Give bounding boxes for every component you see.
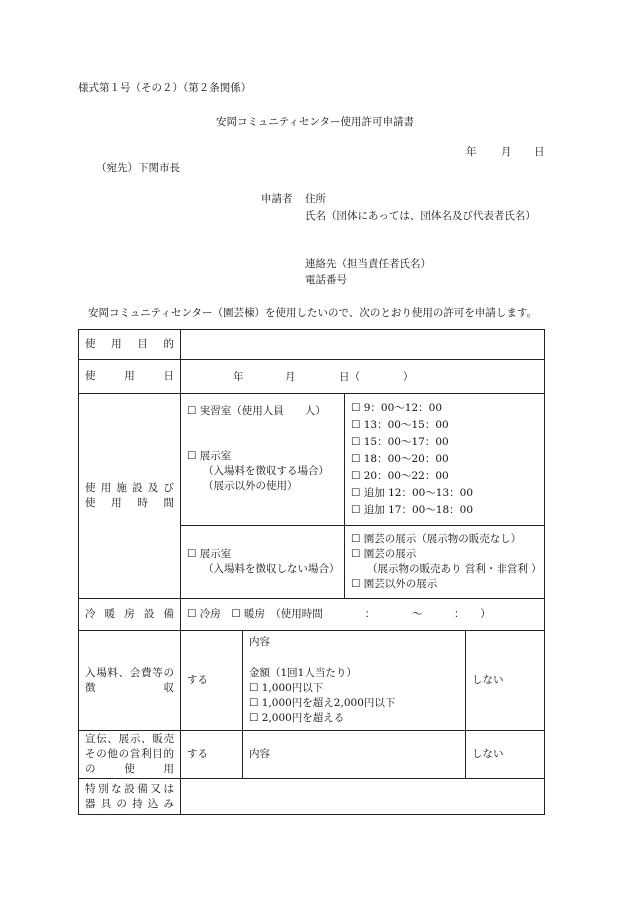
- form-number: 様式第１号（その２）（第２条関係）: [78, 82, 252, 94]
- time-slot-1[interactable]: ☐ 9：00〜12：00: [351, 402, 443, 414]
- addressee: （宛先）下関市長: [96, 162, 180, 174]
- exhibit-fee-option[interactable]: ☐ 展示室: [187, 450, 232, 462]
- time-slot-2[interactable]: ☐ 13：00〜15：00: [351, 419, 449, 431]
- facility-label-line-1: 使用施設及び: [85, 482, 174, 494]
- fee-label-line-2: 徴収: [85, 681, 174, 694]
- date-label: 使用日: [79, 360, 181, 394]
- intro-text: 安岡コミュニティセンター（園芸棟）を使用したいので、次のとおり使用の許可を申請します。: [88, 307, 537, 319]
- facility-label: [79, 394, 181, 599]
- purpose-label: 使用目的: [79, 330, 181, 360]
- fee-label: [79, 631, 181, 731]
- exhibit-option-3[interactable]: ☐ 園芸以外の展示: [351, 578, 438, 590]
- sales-label-line-3: の使用: [85, 763, 174, 775]
- fee-label-line-1: 入場料、会費等の: [85, 666, 174, 679]
- exhibit-options: [345, 526, 545, 599]
- sales-label-line-1: 宣伝、展示、販売: [85, 733, 174, 745]
- time-slot-4[interactable]: ☐ 18：00〜20：00: [351, 453, 449, 465]
- exhibit-option-2[interactable]: ☐ 園芸の展示: [351, 548, 417, 560]
- time-slot-7[interactable]: ☐ 追加 17：00〜18：00: [351, 504, 474, 516]
- sales-label: [79, 731, 181, 779]
- facility-rooms: [181, 394, 345, 526]
- row-aircon: [79, 599, 545, 631]
- sales-yes[interactable]: する: [181, 731, 243, 779]
- facility-label-line-2: 使用時間: [85, 497, 174, 509]
- fee-yes[interactable]: する: [181, 631, 243, 731]
- row-equipment: [79, 779, 545, 815]
- equip-label-line-2: 器具の持込み: [85, 797, 174, 810]
- exhibit-fee-note-2: （展示以外の使用）: [203, 480, 298, 492]
- sales-no[interactable]: しない: [466, 731, 545, 779]
- sales-label-line-2: その他の営利目的: [85, 748, 174, 760]
- fee-amount-label: 金額（1回1人当たり）: [249, 667, 357, 679]
- row-purpose: [79, 330, 545, 360]
- exhibit-nofee-note: （入場料を徴収しない場合）: [203, 563, 340, 575]
- row-date: [79, 360, 545, 394]
- purpose-field[interactable]: [181, 330, 545, 360]
- fee-content-label: 内容: [249, 636, 270, 648]
- exhibit-nofee-option[interactable]: ☐ 展示室: [187, 548, 232, 560]
- date-day: 日: [534, 146, 545, 158]
- use-date-day: 日（: [339, 371, 360, 383]
- equip-label: [79, 779, 181, 815]
- row-fee: [79, 631, 545, 731]
- form-title: 安岡コミュニティセンター使用許可申請書: [215, 116, 415, 128]
- practice-room-option[interactable]: ☐ 実習室（使用人員 人）: [187, 405, 326, 417]
- fee-no[interactable]: しない: [466, 631, 545, 731]
- time-slot-3[interactable]: ☐ 15：00〜17：00: [351, 436, 449, 448]
- fee-amount-1[interactable]: ☐ 1,000円以下: [249, 682, 324, 694]
- date-year: 年: [466, 146, 477, 158]
- fee-amount-3[interactable]: ☐ 2,000円を超える: [249, 712, 345, 724]
- aircon-field[interactable]: ☐ 冷房 ☐ 暖房 （使用時間 ： 〜 ： ）: [181, 599, 545, 631]
- exhibit-option-1[interactable]: ☐ 園芸の展示（展示物の販売なし）: [351, 533, 522, 545]
- exhibit-nofee-cell: [181, 526, 345, 599]
- use-date-year: 年: [233, 371, 244, 383]
- row-sales: [79, 731, 545, 779]
- applicant-contact: 連絡先（担当責任者氏名）: [305, 258, 431, 270]
- application-table: [78, 329, 545, 815]
- date-month: 月: [501, 146, 512, 158]
- date-field[interactable]: [181, 360, 545, 394]
- applicant-address: 住所: [305, 193, 326, 205]
- sales-content-label: 内容: [243, 731, 466, 779]
- fee-detail: [243, 631, 466, 731]
- aircon-label: 冷暖房設備: [79, 599, 181, 631]
- applicant-label: 申請者: [261, 193, 293, 205]
- applicant-name: 氏名（団体にあっては、団体名及び代表者氏名）: [305, 210, 536, 222]
- equip-label-line-1: 特別な設備又は: [85, 782, 174, 795]
- time-slots: [345, 394, 545, 526]
- exhibit-fee-note-1: （入場料を徴収する場合）: [203, 465, 329, 477]
- fee-amount-2[interactable]: ☐ 1,000円を超え2,000円以下: [249, 697, 396, 709]
- time-slot-5[interactable]: ☐ 20：00〜22：00: [351, 470, 449, 482]
- equip-field[interactable]: [181, 779, 545, 815]
- exhibit-option-2-note: （展示物の販売あり 営利・非営利 ）: [367, 563, 542, 575]
- use-date-close: ）: [403, 371, 414, 383]
- time-slot-6[interactable]: ☐ 追加 12：00〜13：00: [351, 487, 474, 499]
- row-facility-1: [79, 394, 545, 526]
- use-date-month: 月: [285, 371, 296, 383]
- applicant-phone: 電話番号: [305, 274, 347, 286]
